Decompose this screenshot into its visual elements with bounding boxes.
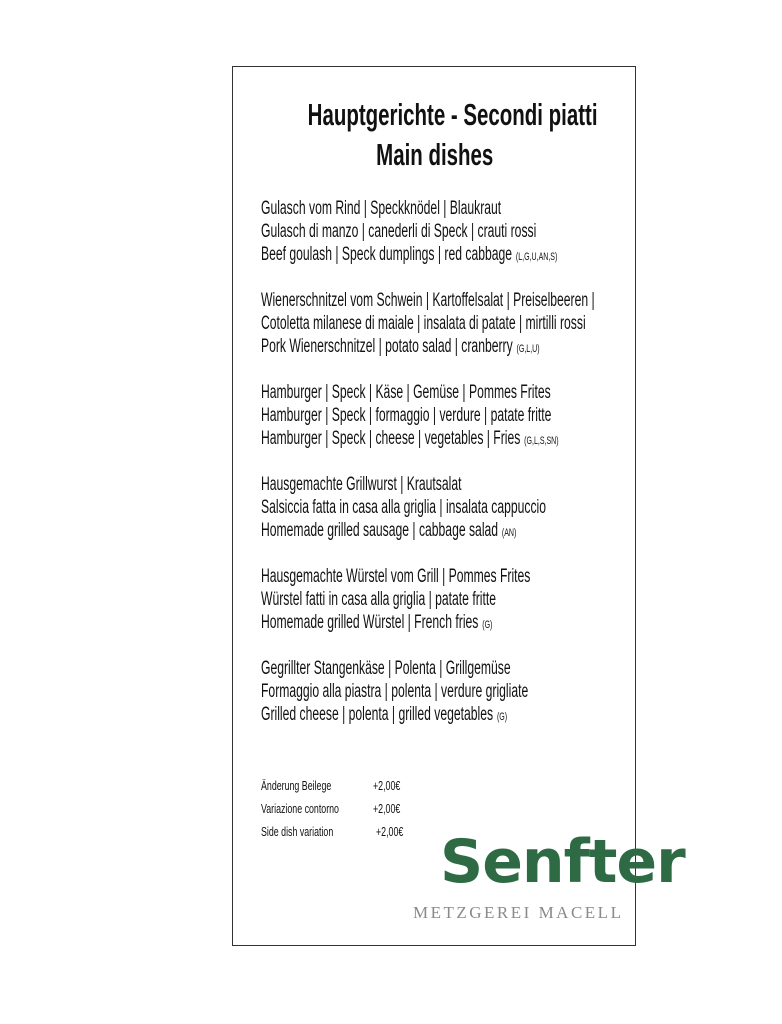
dish-line <box>261 565 595 588</box>
allergen-codes: (G) <box>496 711 508 723</box>
dish-group <box>261 197 782 266</box>
dish-line <box>261 496 595 519</box>
dish-text: Grilled cheese | polenta | grilled vegetables <box>261 704 494 725</box>
dish-line <box>261 519 595 542</box>
allergen-codes: (G,L,S,SN) <box>524 435 559 447</box>
brand-subtitle: METZGEREI MACELL <box>413 903 624 922</box>
allergen-codes: (G,L,U) <box>516 343 540 355</box>
dish-line <box>261 427 595 450</box>
dish-line <box>261 243 595 266</box>
dish-text: Hamburger | Speck | Käse | Gemüse | Pommes Frites <box>261 382 551 403</box>
dish-line <box>261 335 595 358</box>
dish-text: Homemade grilled Würstel | French fries <box>261 612 479 633</box>
menu-page <box>232 66 685 946</box>
allergen-codes: (AN) <box>501 527 517 539</box>
dish-text: Hamburger | Speck | cheese | vegetables | Fries <box>261 428 521 449</box>
dish-text: Hamburger | Speck | formaggio | verdure | patate fritte <box>261 405 552 426</box>
allergen-codes: (L,G,U,AN,S) <box>515 251 558 263</box>
dish-text: Gulasch di manzo | canederli di Speck | crauti rossi <box>261 221 537 242</box>
dish-group <box>261 565 782 634</box>
dish-group <box>261 657 782 726</box>
dish-text: Cotoletta milanese di maiale | insalata di patate | mirtilli rossi <box>261 313 586 334</box>
extra-name: Änderung Beilege <box>261 778 332 793</box>
dish-line <box>261 404 595 427</box>
dish-text: Gulasch vom Rind | Speckknödel | Blaukraut <box>261 198 502 219</box>
dish-line <box>261 381 595 404</box>
allergen-codes: (G) <box>482 619 493 631</box>
dish-text: Salsiccia fatta in casa alla griglia | insalata cappuccio <box>261 497 547 518</box>
dish-line <box>261 473 595 496</box>
title-line: Hauptgerichte - Secondi piatti <box>307 97 598 132</box>
extra-price: +2,00€ <box>376 824 404 839</box>
page-title <box>233 97 637 133</box>
dish-text: Homemade grilled sausage | cabbage salad <box>261 520 499 541</box>
extra-price: +2,00€ <box>373 778 401 793</box>
dish-text: Hausgemachte Grillwurst | Krautsalat <box>261 474 462 495</box>
subtitle-line: Main dishes <box>376 137 494 172</box>
dish-group <box>261 473 782 542</box>
dish-text: Würstel fatti in casa alla griglia | patate fritte <box>261 589 496 610</box>
dish-line <box>261 680 595 703</box>
dish-line <box>261 657 595 680</box>
dish-line <box>261 588 595 611</box>
dish-text: Hausgemachte Würstel vom Grill | Pommes Frites <box>261 566 531 587</box>
dish-line <box>261 703 595 726</box>
dish-text: Formaggio alla piastra | polenta | verdure grigliate <box>261 681 529 702</box>
dish-group <box>261 289 782 358</box>
dish-group <box>261 381 782 450</box>
extra-item <box>261 797 561 820</box>
brand-logo: Senfter <box>440 827 685 897</box>
extra-item <box>261 774 561 797</box>
dish-line <box>261 289 595 312</box>
dish-line <box>261 312 595 335</box>
extra-name: Variazione contorno <box>261 801 339 816</box>
dish-line <box>261 197 595 220</box>
page-subtitle <box>233 137 637 173</box>
extra-price: +2,00€ <box>373 801 401 816</box>
dish-text: Beef goulash | Speck dumplings | red cabbage <box>261 244 513 265</box>
dish-text: Wienerschnitzel vom Schwein | Kartoffelsalat | Preiselbeeren | <box>261 290 595 311</box>
extra-name: Side dish variation <box>261 824 334 839</box>
dish-line <box>261 611 595 634</box>
dish-text: Pork Wienerschnitzel | potato salad | cranberry <box>261 336 513 357</box>
dish-text: Gegrillter Stangenkäse | Polenta | Grillgemüse <box>261 658 511 679</box>
dish-line <box>261 220 595 243</box>
dish-list <box>261 197 782 749</box>
